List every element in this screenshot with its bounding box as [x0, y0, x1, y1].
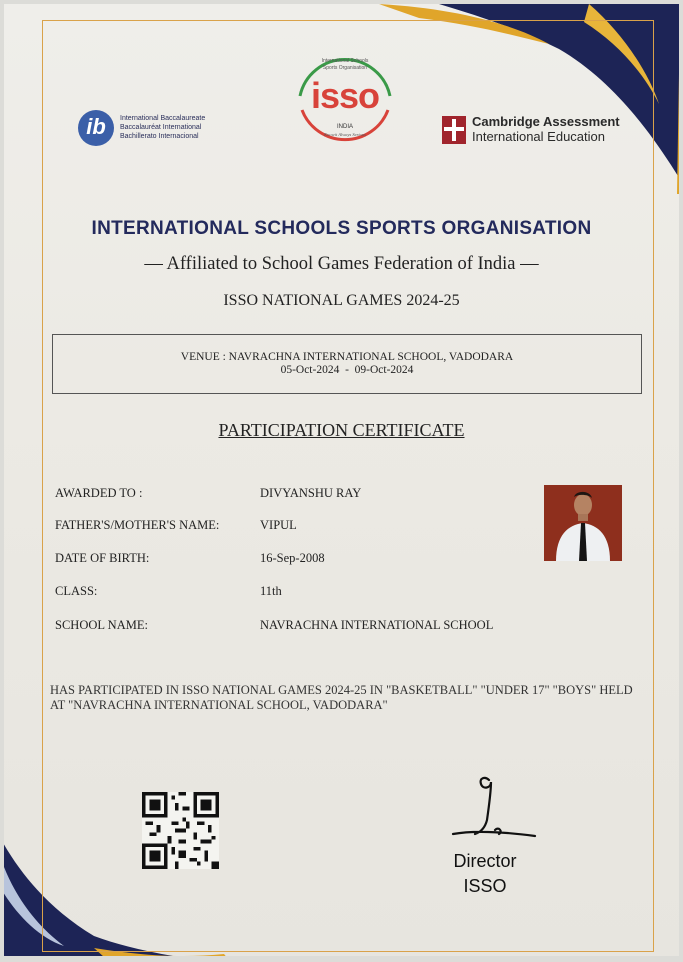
field-label: DATE OF BIRTH: [55, 551, 150, 565]
field-label: FATHER'S/MOTHER'S NAME: [55, 518, 220, 532]
ib-logo [78, 110, 238, 154]
ib-line: Bachillerato Internacional [120, 133, 199, 140]
cambridge-logo [442, 114, 632, 154]
participant-photo [544, 485, 622, 561]
cambridge-logo-text [472, 114, 620, 144]
cambridge-shield-icon [442, 116, 466, 144]
participation-statement: HAS PARTICIPATED IN ISSO NATIONAL GAMES 2024-25 IN "BASKETBALL" "UNDER 17" "BOYS" HELD AT "NAVRACHNA INTERNATIONAL SCHOOL, VADODARA" [50, 683, 633, 712]
field-value: VIPUL [260, 518, 297, 532]
cambridge-line1: Cambridge Assessment [472, 114, 620, 129]
ib-logo-mark: ib [78, 110, 114, 146]
signatory-block [433, 849, 537, 899]
venue-end-date: 09-Oct-2024 [354, 364, 414, 376]
certificate-title: PARTICIPATION CERTIFICATE [218, 420, 465, 440]
ib-line: International Baccalaureate [120, 115, 206, 122]
signatory-title: Director [453, 851, 517, 871]
ib-logo-text [120, 114, 205, 141]
field-label: SCHOOL NAME: [55, 618, 148, 632]
isso-logo-line: International Schools [321, 58, 369, 64]
venue-box [52, 334, 642, 394]
venue-date-separator: - [345, 364, 349, 376]
person-photo-icon [544, 485, 622, 561]
organisation-title: INTERNATIONAL SCHOOLS SPORTS ORGANISATION [91, 218, 592, 239]
venue-line: VENUE : NAVRACHNA INTERNATIONAL SCHOOL, VADODARA [180, 351, 514, 363]
ib-line: Baccalauréat International [120, 124, 202, 131]
isso-logo-line: Sports Organisation [322, 65, 368, 71]
field-value: 11th [260, 584, 282, 598]
field-value: DIVYANSHU RAY [260, 486, 362, 500]
field-label: AWARDED TO : [55, 486, 143, 500]
isso-logo-mark: isso [310, 75, 380, 116]
cambridge-line2: International Education [472, 129, 605, 144]
field-value: 16-Sep-2008 [260, 551, 325, 565]
qr-code [142, 792, 219, 869]
isso-logo-country: INDIA [336, 124, 354, 130]
isso-logo [290, 38, 400, 168]
isso-logo-tagline: Knowit Always Serious [324, 132, 366, 137]
venue-start-date: 05-Oct-2024 [280, 364, 340, 376]
director-signature [445, 772, 540, 844]
venue-dates [53, 364, 641, 376]
field-label: CLASS: [55, 584, 98, 598]
affiliation-line: — Affiliated to School Games Federation of India — [144, 254, 539, 274]
field-value: NAVRACHNA INTERNATIONAL SCHOOL [260, 618, 494, 632]
games-title: ISSO NATIONAL GAMES 2024-25 [223, 292, 460, 309]
signatory-org: ISSO [463, 876, 507, 896]
